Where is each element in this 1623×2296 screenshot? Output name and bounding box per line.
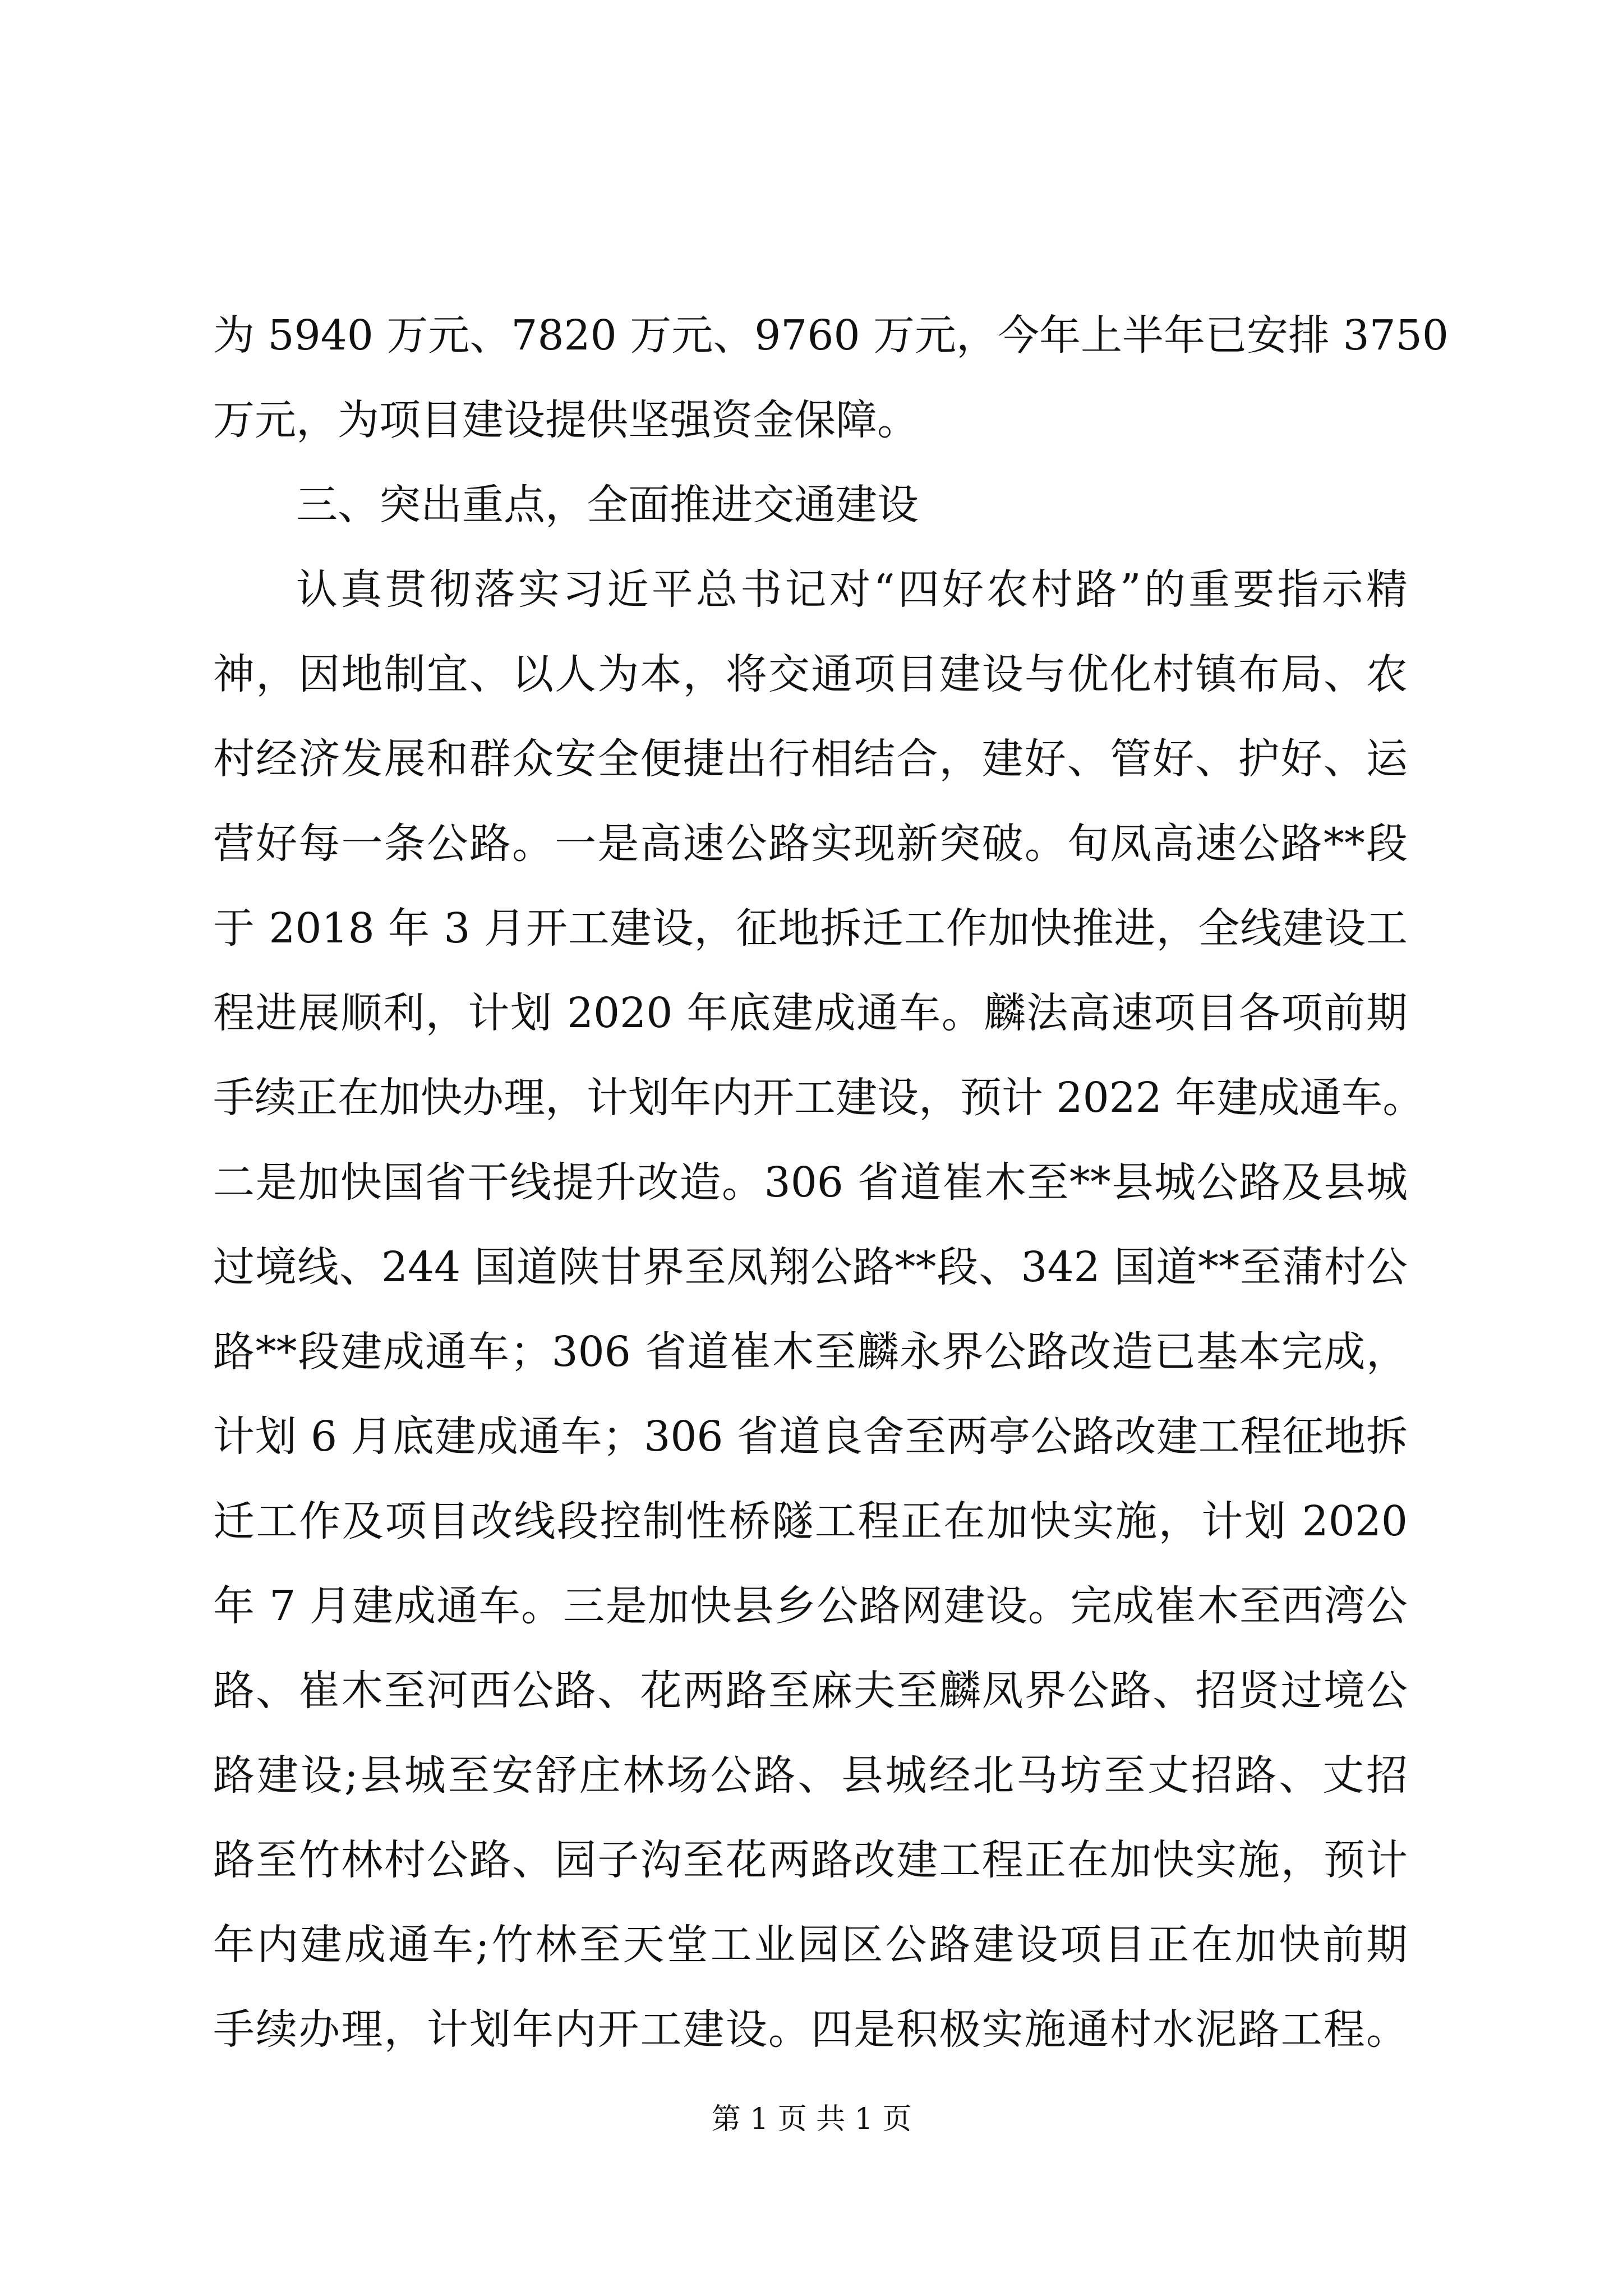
text-line: 营好每一条公路。一是高速公路实现新突破。旬凤高速公路**段 <box>213 820 1408 868</box>
text-line: 村经济发展和群众安全便捷出行相结合，建好、管好、护好、运 <box>213 735 1408 783</box>
text-line: 于 2018 年 3 月开工建设，征地拆迁工作加快推进，全线建设工 <box>213 904 1408 953</box>
text-line: 路**段建成通车；306 省道崔木至麟永界公路改造已基本完成， <box>213 1328 1408 1376</box>
text-line: 程进展顺利，计划 2020 年底建成通车。麟法高速项目各项前期 <box>213 989 1408 1037</box>
text-line: 年内建成通车;竹林至天堂工业园区公路建设项目正在加快前期 <box>213 1921 1408 1969</box>
text-line: 手续办理，计划年内开工建设。四是积极实施通村水泥路工程。 <box>213 2005 1408 2054</box>
text-line: 为 5940 万元、7820 万元、9760 万元，今年上半年已安排 3750 <box>213 311 1449 360</box>
text-line: 迁工作及项目改线段控制性桥隧工程正在加快实施，计划 2020 <box>213 1497 1408 1545</box>
text-line: 过境线、244 国道陕甘界至凤翔公路**段、342 国道**至蒲村公 <box>213 1243 1408 1291</box>
text-line: 神，因地制宜、以人为本，将交通项目建设与优化村镇布局、农 <box>213 650 1408 698</box>
page-footer: 第 1 页 共 1 页 <box>711 2102 912 2136</box>
text-line: 路至竹林村公路、园子沟至花两路改建工程正在加快实施，预计 <box>213 1836 1408 1884</box>
text-line: 万元，为项目建设提供坚强资金保障。 <box>213 396 919 444</box>
text-line: 路、崔木至河西公路、花两路至麻夫至麟凤界公路、招贤过境公 <box>213 1667 1408 1715</box>
text-line: 路建设;县城至安舒庄林场公路、县城经北马坊至丈招路、丈招 <box>213 1751 1408 1800</box>
text-line: 认真贯彻落实习近平总书记对“四好农村路”的重要指示精 <box>296 565 1408 614</box>
section-heading: 三、突出重点，全面推进交通建设 <box>296 481 919 529</box>
document-body <box>213 293 1449 2072</box>
text-line: 计划 6 月底建成通车；306 省道良舍至两亭公路改建工程征地拆 <box>213 1412 1408 1461</box>
text-line: 手续正在加快办理，计划年内开工建设，预计 2022 年建成通车。 <box>213 1074 1424 1122</box>
text-line: 二是加快国省干线提升改造。306 省道崔木至**县城公路及县城 <box>213 1158 1408 1207</box>
text-line: 年 7 月建成通车。三是加快县乡公路网建设。完成崔木至西湾公 <box>213 1582 1408 1630</box>
